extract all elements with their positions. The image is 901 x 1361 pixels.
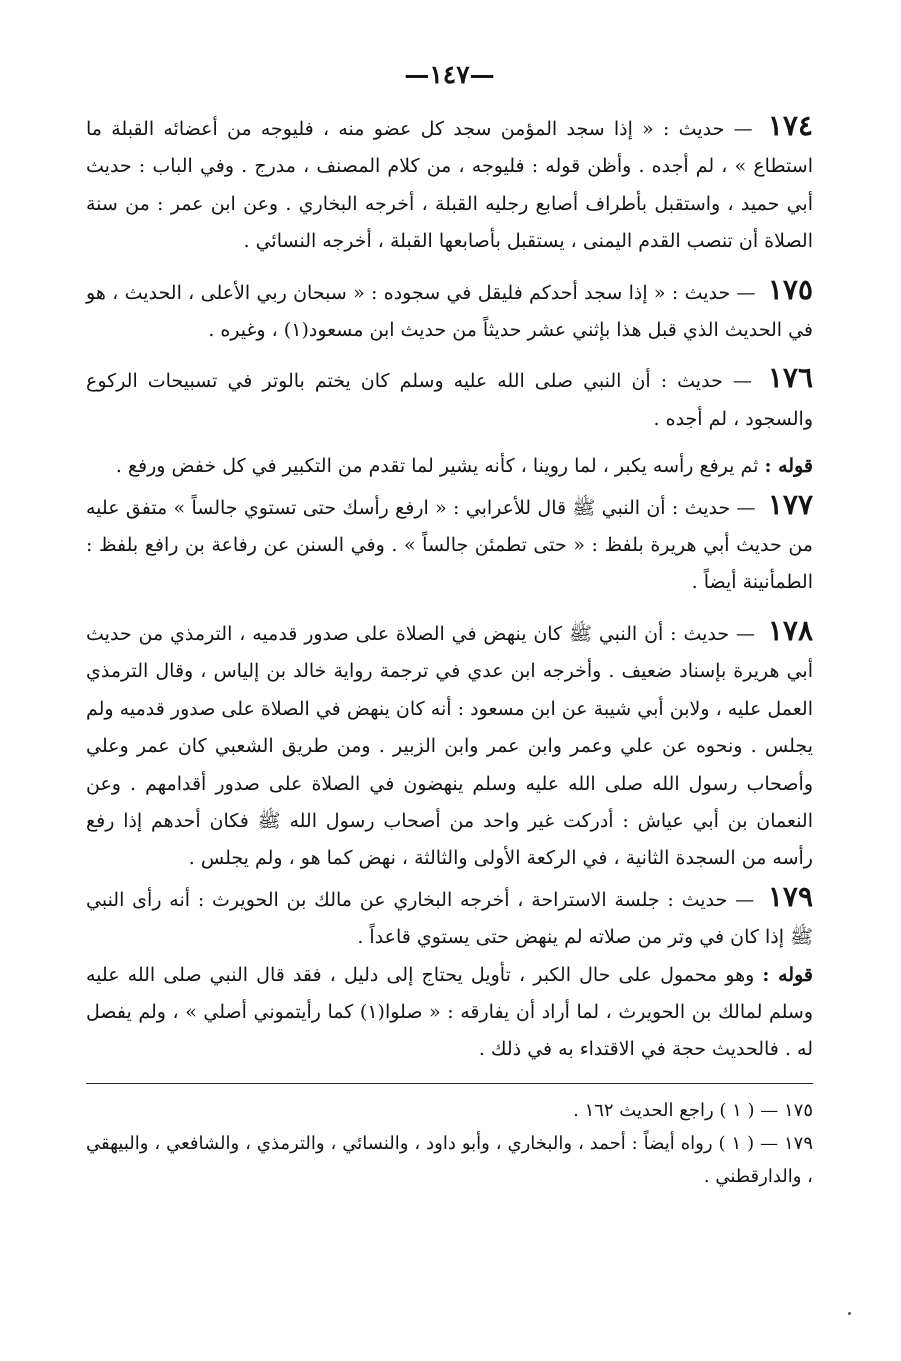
- hadith-text: — حديث : أن النبي ﷺ قال للأعرابي : « ارفع رأسك حتى تستوي جالساً » متفق عليه من حديث أبي هريرة بلفظ : « حتى تطمئن جالساً » . وفي السنن عن رفاعة بن رافع بلفظ : الطمأنينة أيضاً .: [86, 496, 813, 594]
- hadith-number: ١٧٨: [767, 613, 813, 647]
- commentary-text: ثم يرفع رأسه يكبر ، لما روينا ، كأنه يشير لما تقدم من التكبير في كل خفض ورفع .: [115, 455, 759, 478]
- scan-speck: [848, 1312, 851, 1315]
- hadith-175: [86, 271, 813, 350]
- hadith-179: [86, 878, 813, 957]
- hadith-text: — حديث : « إذا سجد المؤمن سجد كل عضو منه ، فليوجه من أعضائه القبلة ما استطاع » ، لم أجده . وأظن قوله : فليوجه ، من كلام المصنف ، مدرج . وفي الباب : حديث أبي حميد ، واستقبل بأطراف أصابع رجليه القبلة ، أخرجه البخاري . وعن ابن عمر : من سنة الصلاة أن تنصب القدم اليمنى ، يستقبل بأصابعها القبلة ، أخرجه النسائي .: [86, 118, 813, 253]
- hadith-number: ١٧٧: [767, 487, 813, 521]
- commentary-text: وهو محمول على حال الكبر ، تأويل يحتاج إلى دليل ، فقد قال النبي صلى الله عليه وسلم لمالك بن الحويرث ، لما أراد أن يفارقه : « صلوا(١) كما رأيتموني أصلي » ، ولم يفصل له . فالحديث حجة في الاقتداء به في ذلك .: [86, 963, 813, 1061]
- main-text: [86, 107, 813, 1069]
- hadith-number: ١٧٤: [767, 109, 813, 142]
- hadith-177: [86, 486, 813, 602]
- hadith-text: — حديث : أن النبي ﷺ كان ينهض في الصلاة على صدور قدميه ، الترمذي من حديث أبي هريرة بإسناد ضعيف . وأخرجه ابن عدي في ترجمة رواية خالد بن إلياس ، وقال الترمذي العمل عليه ، ولابن أبي شيبة عن ابن مسعود : أنه كان ينهض في الصلاة على صدور قدميه ولم يجلس . ونحوه عن علي وعمر وابن عمر وابن الزبير . ومن طريق الشعبي كان عمر وعلي وأصحاب رسول الله صلى الله عليه وسلم ينهضون في الصلاة على صدور أقدامهم . وعن النعمان بن أبي عياش : أدركت غير واحد من أصحاب رسول الله ﷺ فكان أحدهم إذا رفع رأسه من السجدة الثانية ، في الركعة الأولى والثالثة ، نهض كما هو ، ولم يجلس .: [86, 622, 813, 870]
- hadith-text: — حديث : جلسة الاستراحة ، أخرجه البخاري عن مالك بن الحويرث : أنه رأى النبي ﷺ إذا كان في وتر من صلاته لم ينهض حتى يستوي قاعداً .: [86, 888, 813, 949]
- hadith-178: [86, 612, 813, 878]
- hadith-number: ١٧٩: [767, 879, 813, 913]
- commentary-paragraph: [86, 957, 813, 1069]
- footnote: ١٧٩ — ( ١ ) رواه أيضاً : أحمد ، والبخاري ، وأبو داود ، والنسائي ، والترمذي ، والشافعي ، والبيهقي ، والدارقطني .: [86, 1132, 814, 1187]
- footnotes: [86, 1094, 813, 1193]
- commentary-paragraph: [86, 448, 813, 485]
- footnote-separator: [86, 1083, 813, 1084]
- hadith-176: [86, 359, 813, 438]
- footnote: ١٧٥ — ( ١ ) راجع الحديث ١٦٢ .: [573, 1099, 813, 1121]
- hadith-number: ١٧٦: [767, 361, 813, 395]
- hadith-text: — حديث : « إذا سجد أحدكم فليقل في سجوده : « سبحان ربي الأعلى ، الحديث ، هو في الحديث الذي قبل هذا بإثني عشر حديثاً من حديث ابن مسعود(١) ، وغيره .: [86, 281, 813, 342]
- page-number: —١٤٧—: [404, 60, 495, 89]
- commentary-lead: قوله :: [762, 963, 813, 986]
- hadith-174: [86, 107, 813, 261]
- hadith-number: ١٧٥: [767, 272, 814, 306]
- hadith-text: — حديث : أن النبي صلى الله عليه وسلم كان يختم بالوتر في تسبيحات الركوع والسجود ، لم أجده .: [86, 370, 813, 430]
- commentary-lead: قوله :: [764, 455, 813, 478]
